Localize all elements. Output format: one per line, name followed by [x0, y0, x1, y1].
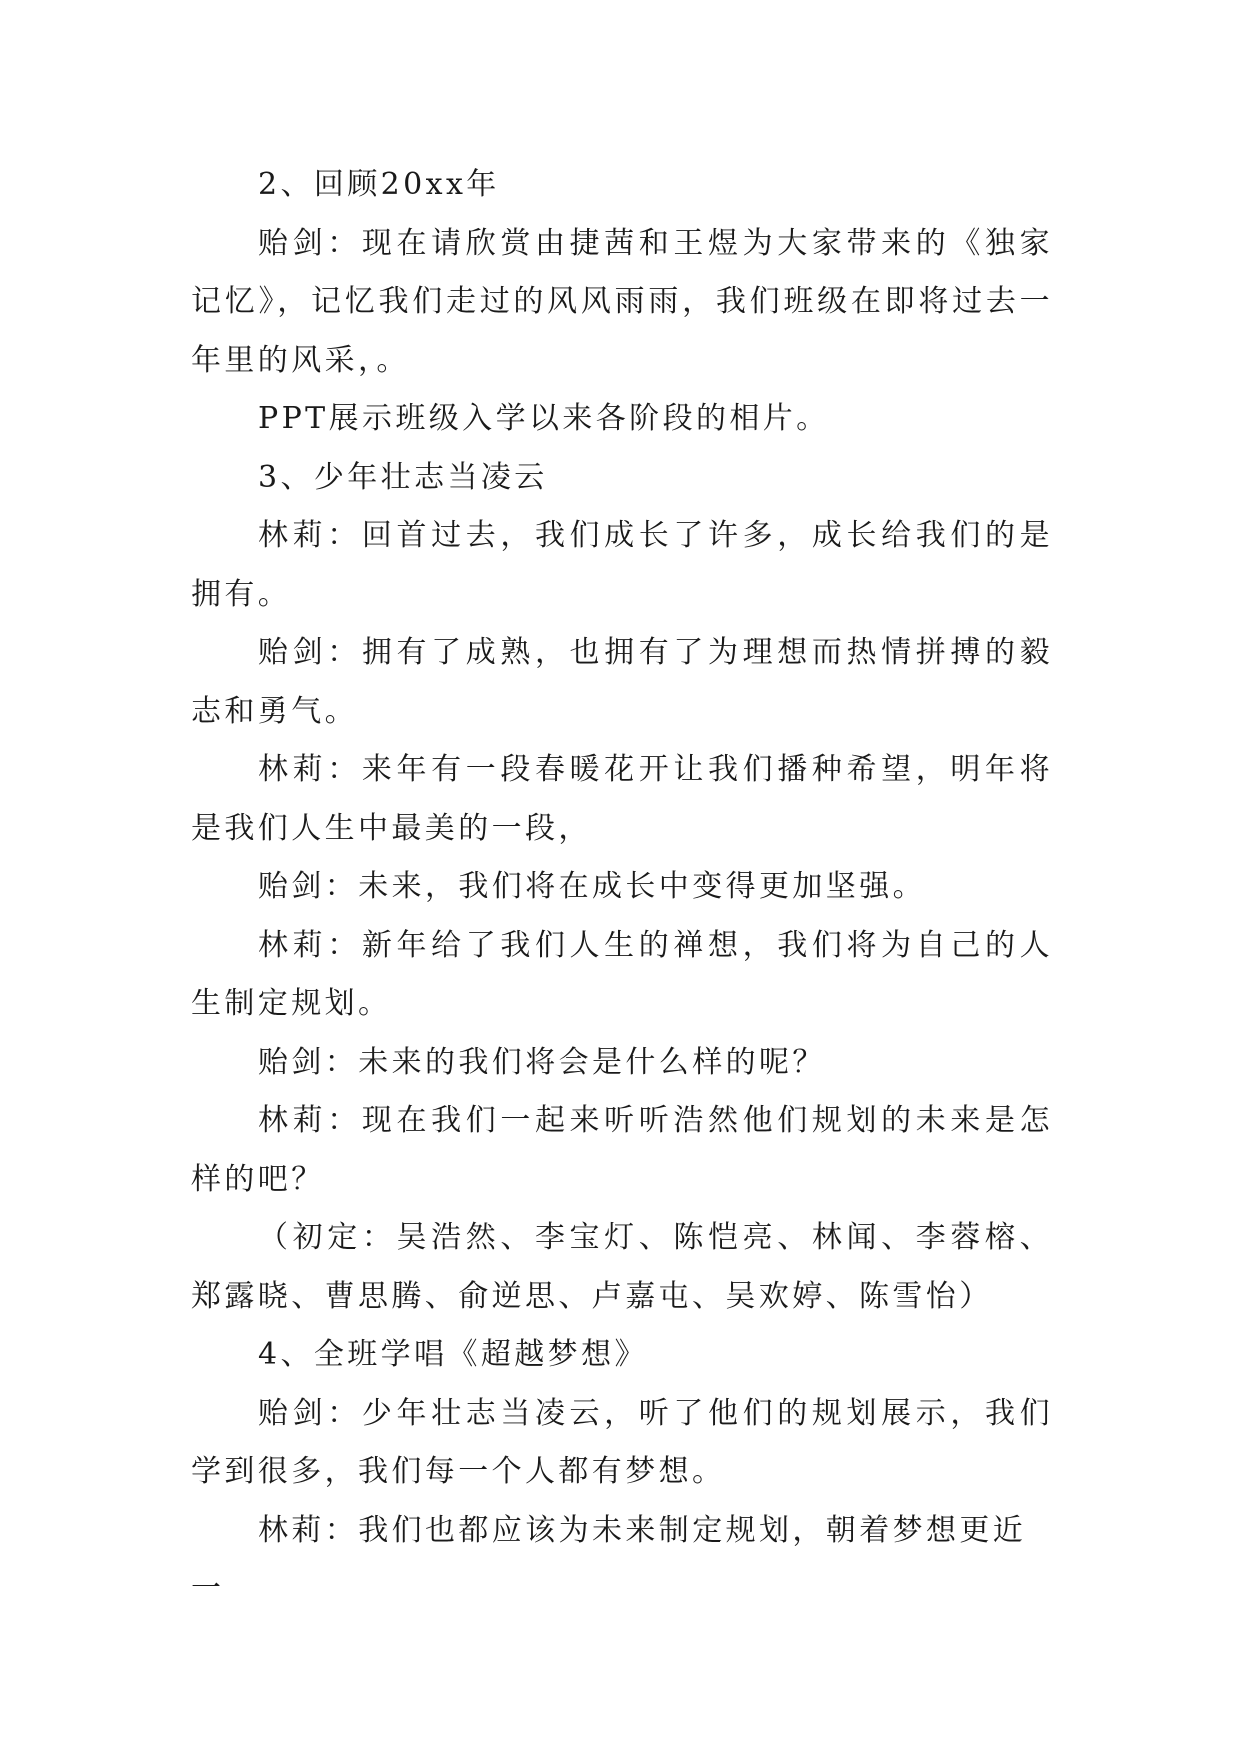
dialogue-line: 林莉：新年给了我们人生的禅想，我们将为自己的人生制定规划。 [191, 927, 1053, 1021]
dialogue-line: 贻剑：现在请欣赏由捷茜和王煜为大家带来的《独家记忆》，记忆我们走过的风风雨雨，我们班级在即将过去一年里的风采，。 [191, 225, 1053, 378]
section-heading-ambition: 3、少年壮志当凌云 [258, 459, 548, 495]
participants-note: （初定：吴浩然、李宝灯、陈恺亮、林闻、李蓉榕、郑露晓、曹思腾、俞逆思、卢嘉屯、吴欢婷、陈雪怡） [191, 1220, 1053, 1314]
dialogue-line: 林莉：来年有一段春暖花开让我们播种希望，明年将是我们人生中最美的一段， [191, 752, 1053, 846]
dialogue-line: 林莉：现在我们一起来听听浩然他们规划的未来是怎样的吧？ [191, 1103, 1053, 1197]
dialogue-line: 林莉：我们也都应该为未来制定规划，朝着梦想更近一 [191, 1512, 1027, 1606]
stage-note: PPT展示班级入学以来各阶段的相片。 [258, 401, 830, 436]
dialogue-line: 贻剑：少年壮志当凌云，听了他们的规划展示，我们学到很多，我们每一个人都有梦想。 [191, 1395, 1053, 1489]
dialogue-line: 贻剑：未来，我们将在成长中变得更加坚强。 [258, 869, 926, 904]
dialogue-line: 林莉：回首过去，我们成长了许多，成长给我们的是拥有。 [191, 518, 1053, 612]
dialogue-line: 贻剑：拥有了成熟，也拥有了为理想而热情拼搏的毅志和勇气。 [191, 635, 1053, 729]
section-heading-review: 2、回顾20xx年 [258, 167, 500, 202]
document-body [191, 156, 1053, 1619]
section-heading-song: 4、全班学唱《超越梦想》 [258, 1337, 648, 1372]
dialogue-line: 贻剑：未来的我们将会是什么样的呢？ [258, 1044, 826, 1080]
